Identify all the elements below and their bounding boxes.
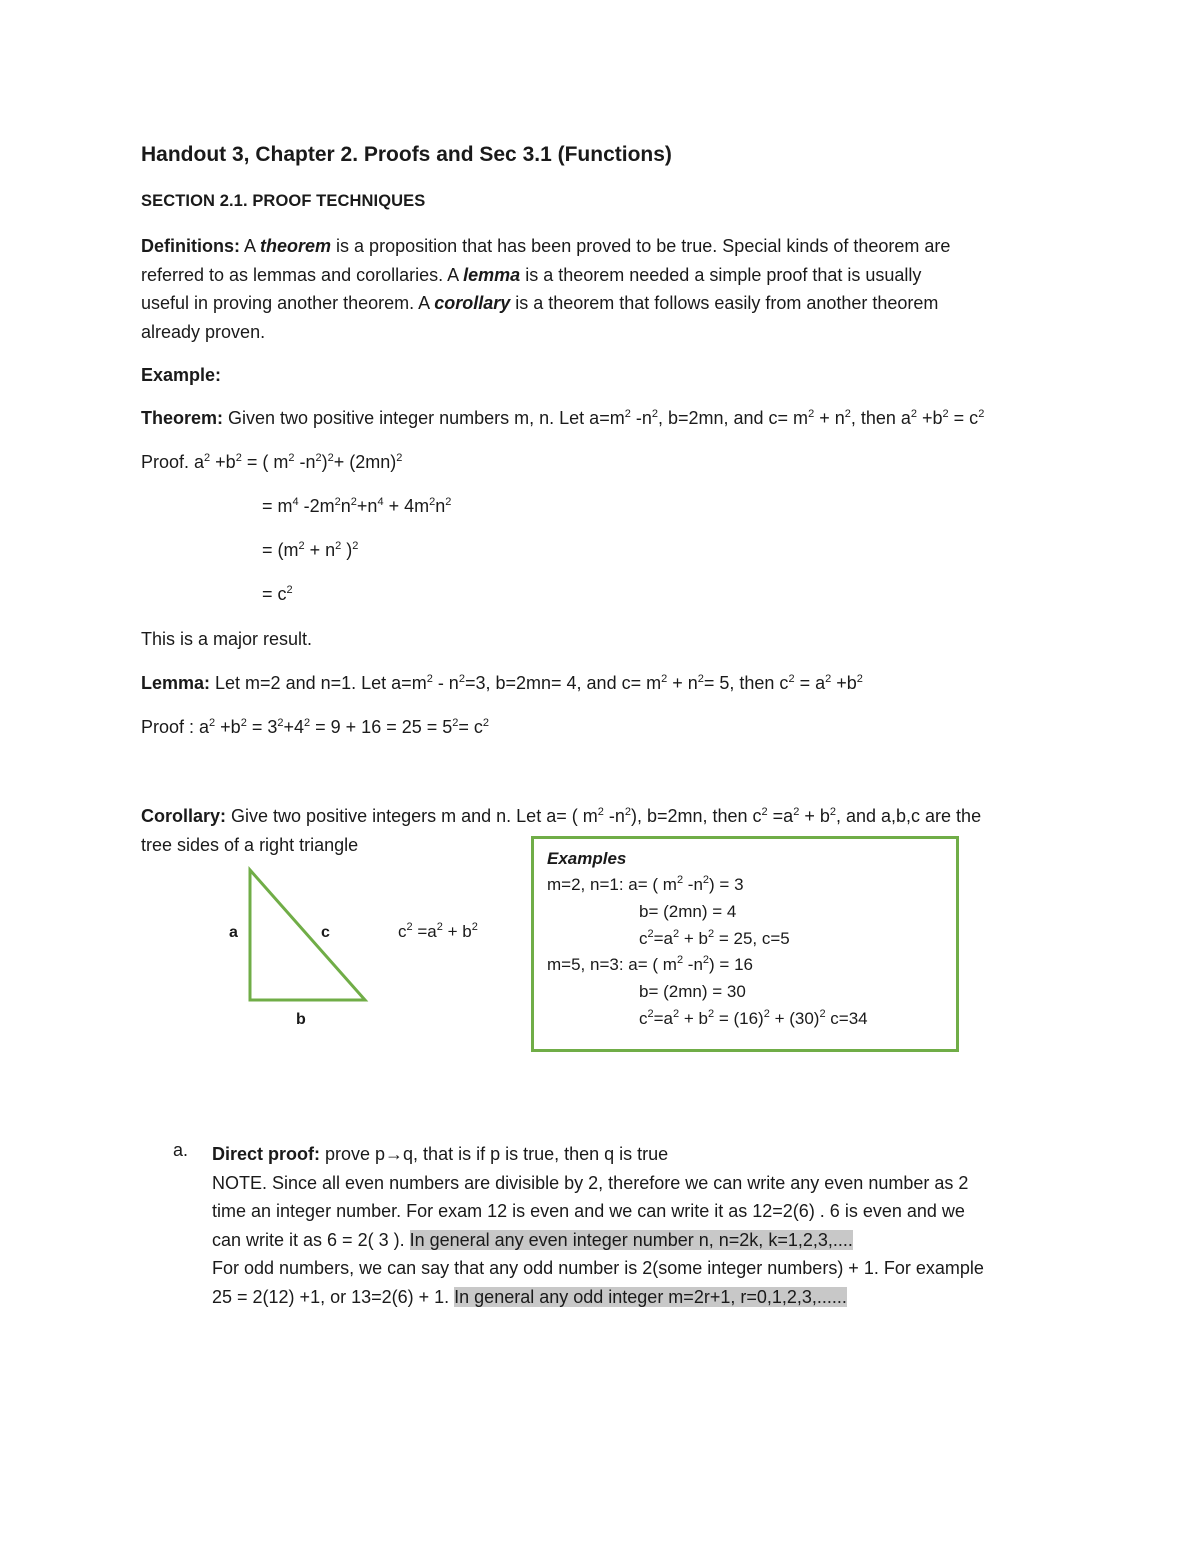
highlighted-odd-rule: In general any odd integer m=2r+1, r=0,1,2,3,...... xyxy=(454,1286,847,1307)
example-row: $c^2=a^2 + b^2 = (16)^2 + (30)^2$ c=34 xyxy=(639,1008,868,1028)
triangle-side-a-label: a xyxy=(229,924,238,941)
proof-line-1: Proof. $a^2 +b^2$ = ( $m^2$ $-n^2)^2+ (2mn)^2$ xyxy=(141,452,403,472)
section-heading: SECTION 2.1. PROOF TECHNIQUES xyxy=(141,192,426,210)
highlighted-even-rule: In general any even integer number n, n=2k, k=1,2,3,.... xyxy=(409,1229,853,1250)
examples-box xyxy=(531,836,959,1052)
corollary-statement: Corollary: Give two positive integers m and n. Let a= ( $m^2$ $-n^2$), b=2mn, then $c^2 =a^2 + b^2$, and a,b,c are the tree sides of a right triangle xyxy=(141,806,982,855)
proof-line-4: = $c^2$ xyxy=(262,584,293,604)
triangle-shape xyxy=(250,870,365,1000)
definitions-paragraph: Definitions: A theorem is a proposition that has been proved to be true. Special kinds of theorem are referred to as lemmas and corollaries. A lemma is a theorem needed a simple proof that is usually useful in proving another theorem. A corollary is a theorem that follows easily from another theorem already proven. xyxy=(141,236,951,342)
page-title: Handout 3, Chapter 2. Proofs and Sec 3.1 (Functions) xyxy=(141,143,672,166)
examples-heading: Examples xyxy=(547,849,627,868)
triangle-side-c-label: c xyxy=(321,924,330,941)
example-row: b= (2mn) = 30 xyxy=(639,982,746,1001)
theorem-label: Theorem: xyxy=(141,408,224,428)
triangle-side-b-label: b xyxy=(296,1011,306,1028)
lemma-proof: Proof : $a^2 +b^2 = 3^2+4^2 = 9 + 16 = 25 = 5^2= c^2$ xyxy=(141,717,490,737)
example-row: $c^2=a^2 + b^2 = 25$, c=5 xyxy=(639,928,790,948)
example-row: m=2, n=1: a= ( $m^2$ $-n^2) = 3$ xyxy=(547,874,744,894)
lemma-statement: Lemma: Let m=2 and n=1. Let $a=m^2 - n^2=3$, b=2mn= 4, and $c= m^2 + n^2= 5$, then $c^2 = a^2 +b^2$ xyxy=(141,673,863,693)
theorem-term: theorem xyxy=(260,236,332,256)
direct-proof-item: Direct proof: prove p→q, that is if p is true, then q is true NOTE. Since all even numbers are divisible by 2, therefore we can write any even number as 2 time an integer number. For exam 12 is even and we can write it as 12=2(6) . 6 is even and we can write it as 6 = 2( 3 ). In general any even integer number n, n=2k, k=1,2,3,.... For odd numbers, we can say that any odd number is 2(some integer numbers) + 1. For example 25 = 2(12) +1, or 13=2(6) + 1. In general any odd integer m=2r+1, r=0,1,2,3,...... xyxy=(212,1144,984,1307)
theorem-statement: Theorem: Given two positive integer numbers m, n. Let $a=m^2$ $-n^2$, b=2mn, and $c= m^2 + n^2$, then $a^2 +b^2 = c^2$ xyxy=(141,408,985,428)
corollary-label: Corollary: xyxy=(141,806,227,826)
corollary-term: corollary xyxy=(434,293,511,313)
pythagorean-equation: $c^2 =a^2 + b^2$ xyxy=(398,921,478,941)
example-row: m=5, n=3: a= ( $m^2$ $-n^2) = 16$ xyxy=(547,954,753,974)
proof-line-3: = ($m^2 + n^2$ )$^2$ xyxy=(262,540,359,560)
lemma-term: lemma xyxy=(463,264,521,285)
implies-arrow-icon: → xyxy=(385,1144,404,1164)
proof-line-2: = $m^4$ $-2m^2n^2+n^4 + 4m^2n^2$ xyxy=(262,496,452,516)
right-triangle-diagram xyxy=(240,860,380,1010)
major-result-text: This is a major result. xyxy=(141,629,313,649)
example-heading: Example: xyxy=(141,365,222,385)
lemma-label: Lemma: xyxy=(141,673,211,693)
example-row: b= (2mn) = 4 xyxy=(639,902,737,921)
list-letter-a: a. xyxy=(173,1140,189,1160)
direct-proof-label: Direct proof: xyxy=(212,1144,320,1164)
definitions-label: Definitions: xyxy=(141,236,240,256)
